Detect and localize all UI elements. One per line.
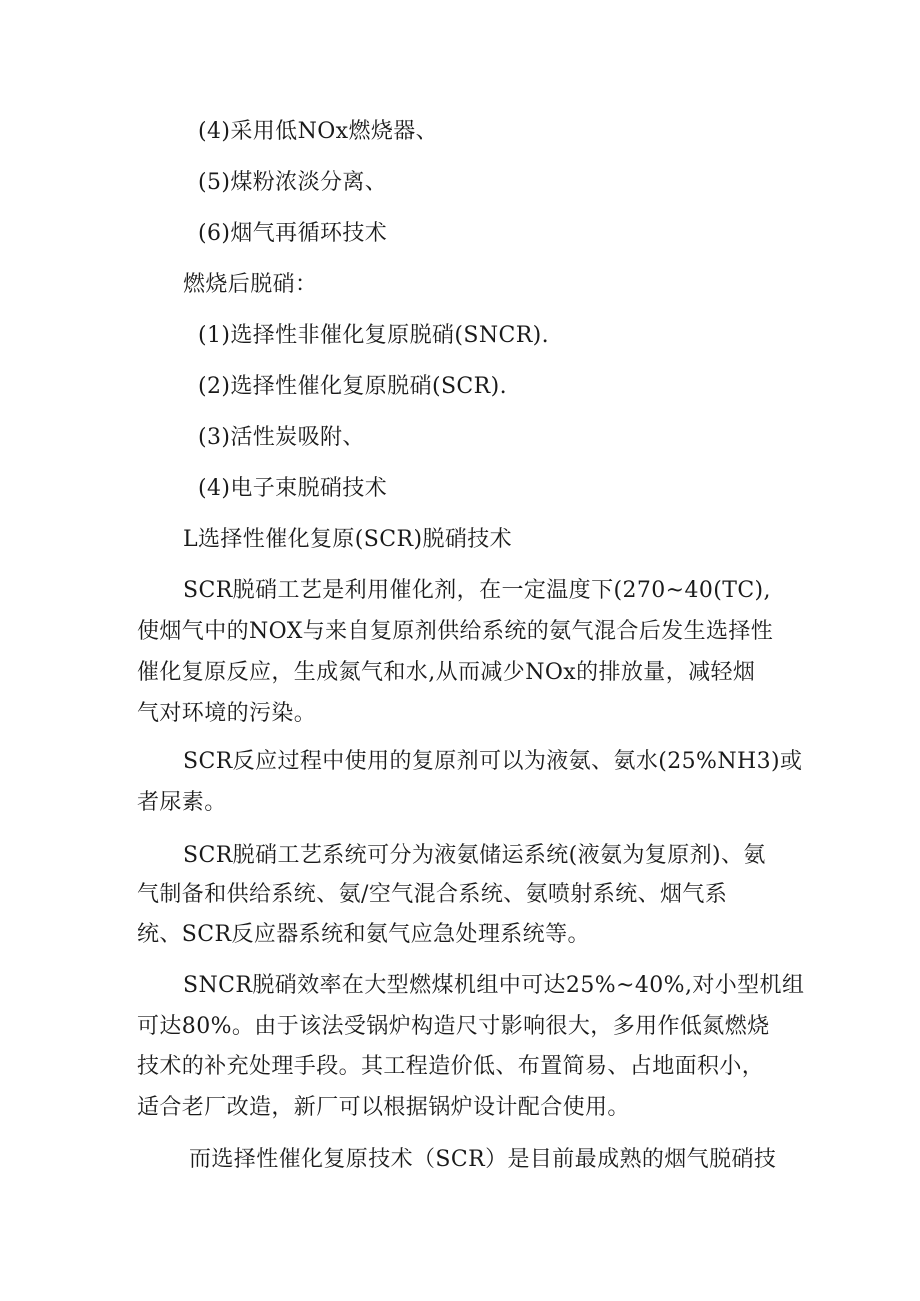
list-item: (3)活性炭吸附、	[198, 425, 365, 450]
post-combustion-heading: 燃烧后脱硝：	[183, 272, 318, 297]
paragraph-line: 者尿素。	[137, 790, 227, 815]
paragraph-line: 适合老厂改造，新厂可以根据锅炉设计配合使用。	[137, 1095, 630, 1120]
paragraph-line: 气制备和供给系统、氨/空气混合系统、氨喷射系统、烟气系	[137, 882, 728, 907]
paragraph-line: 催化复原反应，生成氮气和水,从而减少NOx的排放量，减轻烟	[137, 660, 756, 685]
list-item: (5)煤粉浓淡分离、	[198, 170, 388, 195]
paragraph-line: SCR反应过程中使用的复原剂可以为液氨、氨水(25%NH3)或	[183, 749, 803, 774]
paragraph-line: 可达80%。由于该法受锅炉构造尺寸影响很大，多用作低氮燃烧	[137, 1014, 770, 1039]
paragraph-line: 统、SCR反应器系统和氨气应急处理系统等。	[137, 922, 590, 947]
list-item: (4)电子束脱硝技术	[198, 476, 388, 501]
paragraph-line: 使烟气中的NOX与来自复原剂供给系统的氨气混合后发生选择性	[137, 619, 774, 644]
paragraph-line: 气对环境的污染。	[137, 701, 317, 726]
section-title: L选择性催化复原(SCR)脱硝技术	[183, 527, 513, 552]
paragraph-line: SCR脱硝工艺是利用催化剂，在一定温度下(270~40(TC),	[183, 578, 771, 603]
paragraph-line: 技术的补充处理手段。其工程造价低、布置简易、占地面积小，	[137, 1054, 765, 1079]
list-item: (2)选择性催化复原脱硝(SCR).	[198, 374, 507, 399]
paragraph-line: SNCR脱硝效率在大型燃煤机组中可达25%~40%,对小型机组	[183, 973, 805, 998]
paragraph-line: 而选择性催化复原技术（SCR）是目前最成熟的烟气脱硝技	[189, 1147, 777, 1172]
paragraph-line: SCR脱硝工艺系统可分为液氨储运系统(液氨为复原剂)、氨	[183, 843, 766, 868]
list-item: (4)采用低NOx燃烧器、	[198, 119, 439, 144]
list-item: (6)烟气再循环技术	[198, 221, 388, 246]
list-item: (1)选择性非催化复原脱硝(SNCR).	[198, 323, 550, 348]
